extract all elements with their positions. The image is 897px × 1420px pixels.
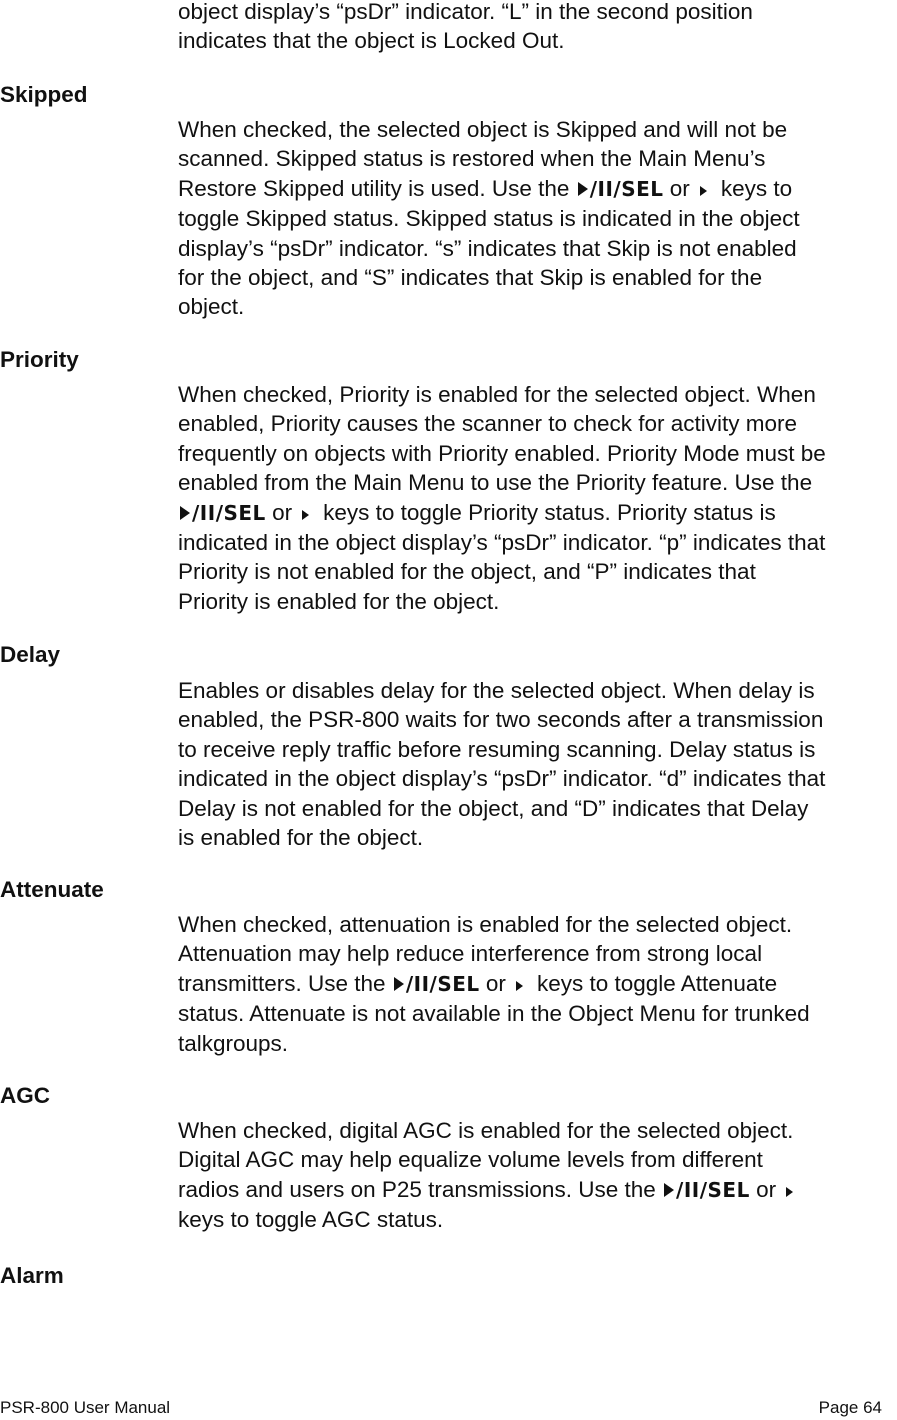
text-line: Priority is enabled for the object.	[178, 588, 500, 614]
key-label: /II/SEL	[676, 1177, 750, 1202]
key-label: /II/SEL	[192, 500, 266, 525]
text-line: When checked, the selected object is Skipped and will not be	[178, 117, 788, 142]
text-line: Enables or disables delay for the selected object. When delay is	[178, 678, 815, 703]
text-line: /II/SEL or keys to toggle Priority status. Priority status is	[178, 498, 897, 528]
right-arrow-icon	[700, 186, 707, 196]
text-line: to receive reply traffic before resuming scanning. Delay status is	[178, 736, 816, 762]
text-line: object.	[178, 294, 245, 320]
attenuate-paragraph	[178, 910, 897, 1058]
text-line: is enabled for the object.	[178, 825, 424, 851]
agc-paragraph	[178, 1116, 897, 1235]
text-line: Attenuation may help reduce interference from strong local	[178, 941, 763, 967]
text-line: When checked, digital AGC is enabled for the selected object.	[178, 1118, 794, 1143]
text-line: radios and users on P25 transmissions. Use the /II/SEL or	[178, 1175, 897, 1205]
text-line: indicates that the object is Locked Out.	[178, 28, 565, 54]
play-icon	[180, 506, 190, 520]
key-label: /II/SEL	[405, 971, 480, 996]
priority-heading: Priority	[0, 347, 79, 372]
text-line: enabled from the Main Menu to use the Priority feature. Use the	[178, 470, 813, 496]
text-line: keys to toggle AGC status.	[178, 1207, 444, 1233]
text-line: talkgroups.	[178, 1030, 289, 1056]
alarm-heading: Alarm	[0, 1263, 64, 1288]
key-label: /II/SEL	[589, 176, 664, 201]
delay-heading: Delay	[0, 642, 61, 667]
footer-manual-title: PSR-800 User Manual	[0, 1398, 171, 1417]
text-line: Restore Skipped utility is used. Use the /II/SEL or keys to	[178, 175, 793, 201]
play-icon	[394, 977, 404, 991]
text-line: When checked, Priority is enabled for the selected object. When	[178, 382, 816, 407]
delay-paragraph	[178, 676, 897, 852]
skipped-paragraph	[178, 115, 897, 322]
agc-heading: AGC	[0, 1083, 50, 1108]
text-line: enabled, Priority causes the scanner to check for activity more	[178, 411, 798, 437]
text-line: object display’s “psDr” indicator. “L” in the second position	[178, 0, 753, 24]
intro-paragraph	[178, 0, 897, 56]
play-icon	[664, 1183, 674, 1197]
text-line: frequently on objects with Priority enabled. Priority Mode must be	[178, 440, 826, 466]
right-arrow-icon	[302, 510, 309, 520]
text-line: indicated in the object display’s “psDr” indicator. “d” indicates that	[178, 766, 826, 792]
text-line: transmitters. Use the /II/SEL or keys to toggle Attenuate	[178, 970, 778, 996]
text-line: indicated in the object display’s “psDr” indicator. “p” indicates that	[178, 530, 826, 556]
text-line: Delay is not enabled for the object, and “D” indicates that Delay	[178, 795, 809, 821]
footer-page-number: Page 64	[818, 1398, 882, 1417]
text-line: Digital AGC may help equalize volume levels from different	[178, 1147, 763, 1173]
text-line: Priority is not enabled for the object, and “P” indicates that	[178, 559, 756, 585]
text-line: scanned. Skipped status is restored when the Main Menu’s	[178, 146, 766, 172]
play-icon	[578, 182, 588, 196]
text-line: toggle Skipped status. Skipped status is indicated in the object	[178, 206, 800, 232]
text-line: display’s “psDr” indicator. “s” indicates that Skip is not enabled	[178, 235, 797, 261]
text-line: status. Attenuate is not available in the Object Menu for trunked	[178, 1001, 810, 1027]
attenuate-heading: Attenuate	[0, 877, 104, 902]
skipped-heading: Skipped	[0, 82, 88, 107]
right-arrow-icon	[516, 981, 523, 991]
text-line: When checked, attenuation is enabled for the selected object.	[178, 912, 793, 937]
text-line: for the object, and “S” indicates that Skip is enabled for the	[178, 265, 763, 291]
priority-paragraph	[178, 380, 897, 616]
right-arrow-icon	[786, 1187, 793, 1197]
text-line: enabled, the PSR-800 waits for two seconds after a transmission	[178, 707, 824, 733]
